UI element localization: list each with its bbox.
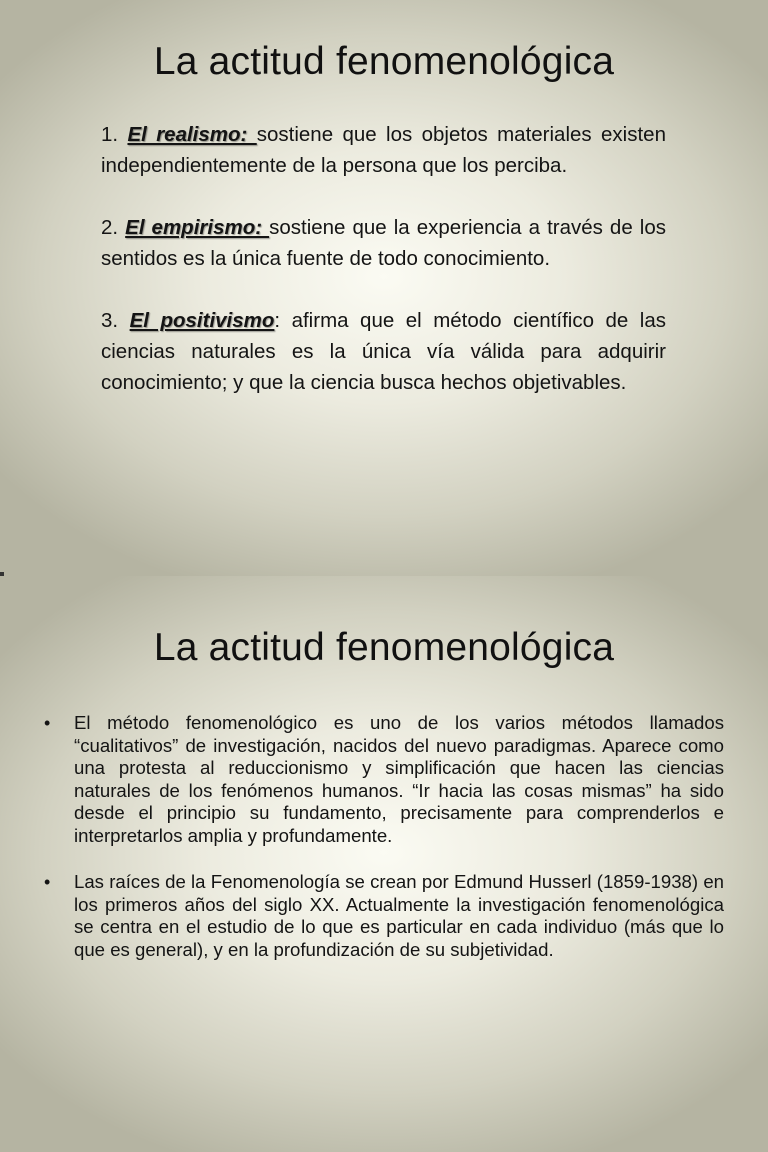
item-text: sostiene que la experiencia a través de los sentidos es la única fuente de todo conocimiento.	[101, 216, 666, 270]
list-item-empirismo	[101, 212, 666, 274]
item-term: El empirismo:	[125, 216, 270, 239]
item-number: 2.	[101, 216, 126, 239]
list-item-positivismo	[101, 305, 666, 398]
list-item-realismo	[101, 119, 666, 181]
slide-2	[0, 576, 768, 1152]
slide-1-title: La actitud fenomenológica	[153, 40, 615, 83]
item-term: El realismo:	[127, 123, 257, 146]
item-text: : afirma que el método científico de las ciencias naturales es la única vía válida para adquirir conocimiento; y que la ciencia busca hechos objetivables.	[101, 309, 666, 394]
bullet-text: Las raíces de la Fenomenología se crean por Edmund Husserl (1859-1938) en los primeros años del siglo XX. Actualmente la investigación fenomenológica se centra en el estudio de lo que es particular en cada individuo (más que lo que es general), y en la profundización de su subjetividad.	[74, 871, 724, 960]
bullet-text: El método fenomenológico es uno de los varios métodos llamados “cualitativos” de investigación, nacidos del nuevo paradigmas. Aparece como una protesta al reduccionismo y simplificación que hacen las ciencias naturales de los fenómenos humanos. “Ir hacia las cosas mismas” ha sido desde el principio su fundamento, precisamente para comprenderlos e interpretarlos amplia y profundamente.	[74, 712, 724, 846]
bullet-icon: •	[44, 713, 51, 733]
slide-1-list	[101, 119, 666, 429]
slide-2-title: La actitud fenomenológica	[153, 626, 615, 669]
item-term: El positivismo	[129, 309, 275, 332]
bullet-item	[44, 871, 724, 961]
slide-2-bullet-list	[44, 712, 724, 985]
item-number: 3.	[101, 309, 130, 332]
item-text: sostiene que los objetos materiales existen independientemente de la persona que los perciba.	[101, 123, 666, 177]
item-number: 1.	[101, 123, 128, 146]
bullet-item	[44, 712, 724, 847]
bullet-icon: •	[44, 872, 51, 892]
